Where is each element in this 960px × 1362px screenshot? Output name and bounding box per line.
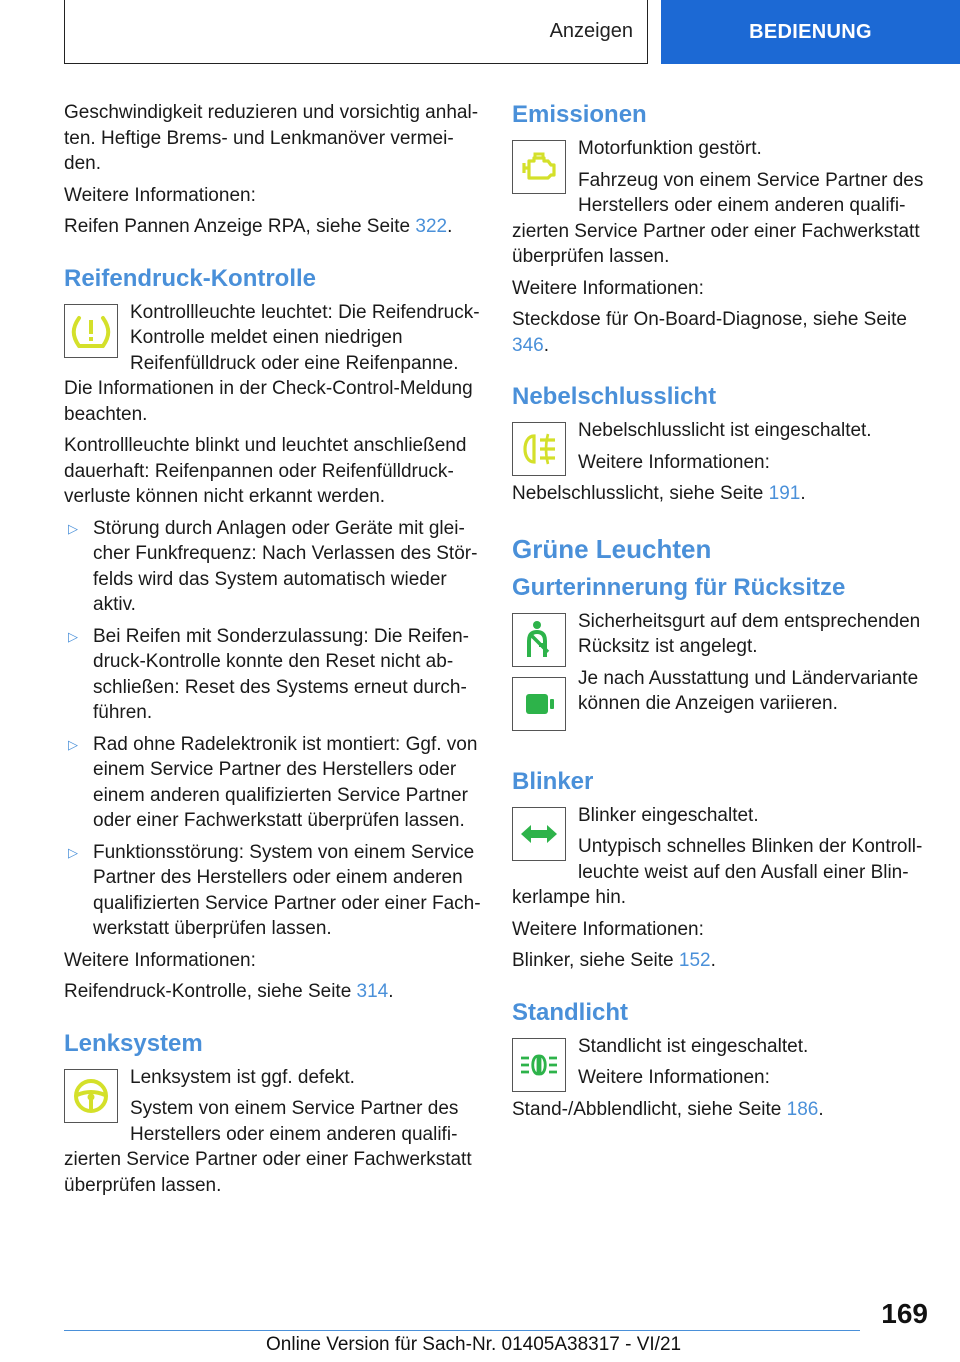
- lenk-paragraph-2: System von einem Service Partner des Herstellers oder einem anderen qualifizierten Service Partner oder einer Fachwerkstatt überprüfen lassen.: [64, 1098, 472, 1196]
- footer-divider: [64, 1330, 860, 1331]
- heading-nebelschlusslicht: Nebelschlusslicht: [512, 383, 717, 410]
- heading-blinker: Blinker: [512, 767, 594, 795]
- page-link-152[interactable]: 152: [678, 950, 711, 971]
- heading-gruene-leuchten: Grüne Leuchten: [512, 533, 712, 564]
- header-chapter: Anzeigen: [64, 0, 648, 64]
- page-link-322[interactable]: 322: [415, 216, 448, 237]
- turn-signal-icon: [512, 807, 566, 861]
- engine-warning-icon: [512, 140, 566, 194]
- page-link-314[interactable]: 314: [356, 981, 389, 1002]
- rdk-paragraph-2: Kontrollleuchte blinkt und leuchtet anschließend dauerhaft: Reifenpannen oder Reifenfülldruckverluste können nicht erkannt werden.: [64, 435, 467, 507]
- list-item: ▷ Bei Reifen mit Sonderzulassung: Die Reifendruck-Kontrolle konnte den Reset nicht abschließen: Reset des Systems erneut durchführen.: [68, 625, 469, 723]
- tire-pressure-warning-icon: [64, 304, 118, 358]
- blinker-reference: Blinker, siehe Seite 152.: [512, 950, 716, 971]
- stand-reference: Stand-/Abblendlicht, siehe Seite 186.: [512, 1098, 824, 1120]
- footer-text: Online Version für Sach-Nr. 01405A38317 - VI/21: [266, 1334, 682, 1355]
- list-item: ▷ Störung durch Anlagen oder Geräte mit gleicher Funkfrequenz: Nach Verlassen des Störfelds wird das System automatisch wieder aktiv.: [68, 517, 478, 615]
- right-column: [512, 100, 932, 1128]
- heading-standlicht: Standlicht: [512, 998, 629, 1026]
- parking-light-icon: [512, 1038, 566, 1092]
- page-link-186[interactable]: 186: [786, 1098, 819, 1120]
- header-section: BEDIENUNG: [661, 0, 960, 64]
- rdk-bullet-list: [64, 516, 482, 942]
- emis-paragraph-2: Fahrzeug von einem Service Partner des Herstellers oder einem anderen qualifizierten Service Partner oder einer Fachwerkstatt überprüfen lassen.: [512, 169, 924, 267]
- lenk-paragraph-1: Lenksystem ist ggf. defekt.: [130, 1066, 355, 1088]
- emis-more-info: Weitere Informationen:: [512, 277, 704, 299]
- intro-reference: Reifen Pannen Anzeige RPA, siehe Seite 322.: [64, 216, 453, 237]
- stand-more-info: Weitere Informationen:: [578, 1067, 770, 1088]
- triangle-bullet-icon: ▷: [68, 844, 78, 860]
- nebel-more-info: Weitere Informationen:: [578, 451, 770, 473]
- blinker-more-info: Weitere Informationen:: [512, 918, 704, 940]
- page-number: 169: [881, 1298, 928, 1329]
- intro-paragraph: Geschwindigkeit reduzieren und vorsichtig anhalten. Heftige Brems- und Lenkmanöver vermeiden.: [64, 102, 479, 174]
- blinker-paragraph-2: Untypisch schnelles Blinken der Kontrollleuchte weist auf den Ausfall einer Blinkerlampe hin.: [512, 836, 923, 908]
- triangle-bullet-icon: ▷: [68, 736, 78, 752]
- rdk-more-info: Weitere Informationen:: [64, 949, 256, 971]
- page-link-346[interactable]: 346: [512, 334, 544, 356]
- page-link-191[interactable]: 191: [768, 483, 801, 504]
- triangle-bullet-icon: ▷: [68, 520, 78, 536]
- heading-reifendruck: Reifendruck-Kontrolle: [64, 264, 317, 292]
- blinker-paragraph-1: Blinker eingeschaltet.: [578, 804, 759, 826]
- intro-more-info: Weitere Informationen:: [64, 184, 256, 206]
- rdk-reference: Reifendruck-Kontrolle, siehe Seite 314.: [64, 981, 394, 1002]
- left-column: [64, 100, 482, 1204]
- emis-reference: Steckdose für On-Board-Diagnose, siehe Seite 346.: [512, 309, 907, 356]
- rdk-paragraph-1: Kontrollleuchte leuchtet: Die Reifendruck-Kontrolle meldet einen niedrigen Reifenfülldruck oder eine Reifenpanne. Die Informationen in der Check-Control-Meldung beachten.: [64, 301, 480, 425]
- heading-emissionen: Emissionen: [512, 101, 647, 128]
- seatbelt-icon-group: [512, 613, 566, 741]
- seatbelt-fastened-icon: [512, 613, 566, 667]
- gurt-paragraph-2: Je nach Ausstattung und Ländervariante können die Anzeigen variieren.: [578, 667, 919, 714]
- heading-gurterinnerung: Gurterinnerung für Rücksitze: [512, 573, 846, 601]
- gurt-paragraph-1: Sicherheitsgurt auf dem entsprechenden Rücksitz ist angelegt.: [578, 610, 921, 657]
- list-item: ▷ Rad ohne Radelektronik ist montiert: Ggf. von einem Service Partner des Herstellers oder einem anderen qualifizierten Service Partner oder einer Fachwerkstatt überprüfen lassen.: [68, 733, 478, 831]
- seat-indicator-icon: [512, 677, 566, 731]
- nebel-paragraph-1: Nebelschlusslicht ist eingeschaltet.: [578, 420, 872, 441]
- nebel-reference: Nebelschlusslicht, siehe Seite 191.: [512, 483, 806, 504]
- list-item: ▷ Funktionsstörung: System von einem Service Partner des Herstellers oder einem anderen qualifizierten Service Partner oder einer Fachwerkstatt überprüfen lassen.: [68, 841, 481, 939]
- heading-lenksystem: Lenksystem: [64, 1029, 203, 1057]
- triangle-bullet-icon: ▷: [68, 628, 78, 644]
- emis-paragraph-1: Motorfunktion gestört.: [578, 138, 762, 159]
- stand-paragraph-1: Standlicht ist eingeschaltet.: [578, 1035, 809, 1057]
- steering-wheel-warning-icon: [64, 1069, 118, 1123]
- rear-fog-light-icon: [512, 422, 566, 476]
